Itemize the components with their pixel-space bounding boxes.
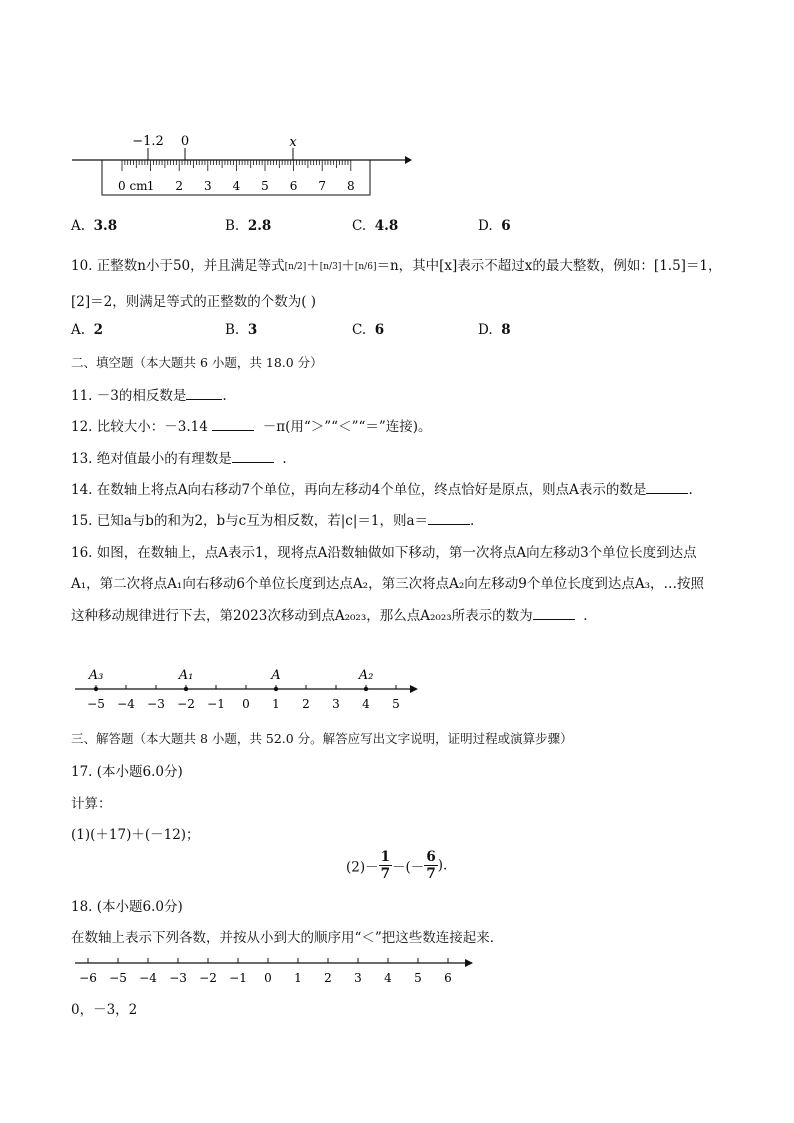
tick-label: 1 — [294, 971, 302, 985]
ruler-number: 3 — [203, 179, 212, 193]
ruler-number: 8 — [346, 179, 355, 193]
q12: 12. 比较大小：－3.14 －π(用“＞”“＜”“＝”连接)。 — [71, 419, 432, 435]
point-label: A₃ — [88, 668, 104, 683]
q9-option-c: C. 4.8 — [352, 218, 399, 234]
tick-label: 5 — [414, 971, 422, 985]
q11: 11. －3的相反数是 . — [71, 388, 227, 404]
q10-option-c: C. 6 — [352, 322, 385, 338]
tick-label: 1 — [272, 697, 280, 711]
q16-line1: 16. 如图，在数轴上，点A表示1，现将点A沿数轴做如下移动，第一次将点A向左移动3个单位长度到达点 — [71, 545, 697, 561]
q18-header: 18. (本小题6.0分) — [71, 899, 183, 915]
tick-label: −5 — [109, 971, 127, 985]
point-label: A₁ — [178, 668, 194, 683]
axis-arrow — [465, 959, 473, 967]
q17-part1: (1)(＋17)＋(－12)； — [71, 827, 200, 843]
q10-option-d: D. 8 — [478, 322, 511, 338]
tick-label: −4 — [139, 971, 157, 985]
q17-intro: 计算： — [71, 796, 112, 812]
ruler-minor-ticks — [122, 160, 351, 171]
tick-label: −2 — [199, 971, 217, 985]
section2-heading: 二、填空题（本大题共 6 小题，共 18.0 分） — [71, 355, 323, 370]
q14: 14. 在数轴上将点A向右移动7个单位，再向左移动4个单位，终点恰好是原点，则点A表示的数是 . — [71, 482, 693, 498]
ruler-number: 1 — [146, 179, 155, 193]
tick-label: −1 — [207, 697, 225, 711]
ruler-tick-labels — [147, 179, 355, 193]
section3-heading: 三、解答题（本大题共 8 小题，共 52.0 分。解答应写出文字说明，证明过程或演算步骤） — [71, 731, 573, 746]
point-dot — [364, 687, 368, 691]
q10-line1: 10. 正整数n小于50，并且满足等式[n/2]＋[n/3]＋[n/6]＝n，其中[x]表示不超过x的最大整数，例如：[1.5]＝1， — [71, 258, 722, 274]
ruler-number: 6 — [289, 179, 298, 193]
q9-option-d: D. 6 — [478, 218, 511, 234]
tick-label: −5 — [87, 697, 105, 711]
tick-label: 4 — [362, 697, 370, 711]
tick-label: 2 — [324, 971, 332, 985]
q10-option-a: A. 2 — [71, 322, 104, 338]
q17-header: 17. (本小题6.0分) — [71, 764, 183, 780]
q10-line2: [2]＝2，则满足等式的正整数的个数为( ) — [71, 294, 317, 310]
q18-numbers: 0，－3，2 — [71, 1002, 138, 1018]
tick-label: 5 — [392, 697, 400, 711]
tick-label: 4 — [384, 971, 392, 985]
ruler-number: 7 — [318, 179, 327, 193]
q13: 13. 绝对值最小的有理数是 . — [71, 451, 287, 467]
q16-line2: A₁，第二次将点A₁向右移动6个单位长度到达点A₂，第三次将点A₂向左移动9个单位长度到达点A₃，…按照 — [71, 576, 704, 592]
point-dot — [94, 687, 98, 691]
q16-line3: 这种移动规律进行下去，第2023次移动到点A₂₀₂₃，那么点A₂₀₂₃所表示的数为 . — [71, 608, 588, 624]
ruler-figure — [60, 130, 420, 200]
point-label: A₂ — [358, 668, 374, 683]
q9-option-b: B. 2.8 — [225, 218, 272, 234]
tick-label: −6 — [79, 971, 97, 985]
tick-label: −3 — [169, 971, 187, 985]
ruler-number: 2 — [175, 179, 184, 193]
q10-option-b: B. 3 — [225, 322, 258, 338]
tick-label: 0 — [242, 697, 250, 711]
tick-label: 6 — [444, 971, 452, 985]
q17-part2: (2)－ $\frac{1}{7}$ －(－ $\frac{6}{7}$ ). — [346, 849, 448, 882]
tick-label: −4 — [117, 697, 135, 711]
number-line-q18 — [70, 954, 480, 990]
point-label: A — [271, 668, 281, 683]
ruler-number: 4 — [232, 179, 241, 193]
axis-arrow — [410, 685, 418, 693]
q18-intro: 在数轴上表示下列各数，并按从小到大的顺序用“＜”把这些数连接起来． — [71, 930, 504, 946]
tick-label: 3 — [332, 697, 340, 711]
q15: 15. 已知a与b的和为2，b与c互为相反数，若|c|＝1，则a＝ . — [71, 513, 475, 529]
ruler-label-zero: 0 — [180, 134, 190, 149]
fraction-one-seventh: $\frac{1}{7}$ — [380, 849, 391, 882]
q9-option-a: A. 3.8 — [71, 218, 118, 234]
ruler-label-x: x — [289, 135, 297, 150]
tick-label: 0 — [264, 971, 272, 985]
floor-term-3: [n/6] — [354, 261, 377, 272]
floor-term-2: [n/3] — [319, 261, 342, 272]
ruler-cm-label: 0 cm — [118, 179, 148, 193]
ruler-number: 5 — [261, 179, 269, 193]
floor-term-1: [n/2] — [284, 261, 307, 272]
point-dot — [274, 687, 278, 691]
fraction-six-sevenths: $\frac{6}{7}$ — [426, 849, 436, 882]
tick-label: 3 — [354, 971, 362, 985]
tick-label: −1 — [229, 971, 247, 985]
point-dot — [184, 687, 188, 691]
tick-label: 2 — [302, 697, 310, 711]
number-line-q16 — [70, 660, 430, 712]
ruler-label-neg1-2: −1.2 — [132, 134, 164, 149]
tick-label: −2 — [177, 697, 195, 711]
tick-label: −3 — [147, 697, 165, 711]
